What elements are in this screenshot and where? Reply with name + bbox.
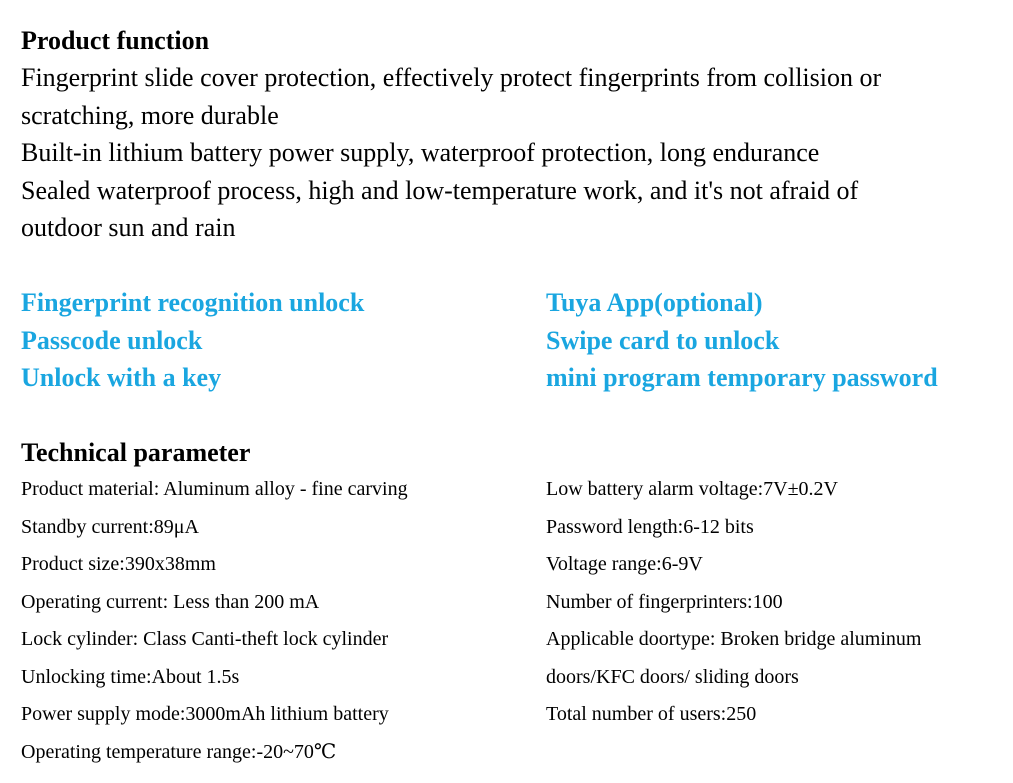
param-fingerprint-count: Number of fingerprinters:100 xyxy=(546,590,783,613)
param-standby-current: Standby current:89μA xyxy=(21,515,199,538)
param-unlocking-time: Unlocking time:About 1.5s xyxy=(21,665,240,688)
product-function-description xyxy=(21,59,996,247)
unlock-method-fingerprint: Fingerprint recognition unlock xyxy=(21,288,365,317)
param-low-battery-alarm: Low battery alarm voltage:7V±0.2V xyxy=(546,478,839,500)
description-line: scratching, more durable xyxy=(21,100,279,130)
unlock-method-mini-program: mini program temporary password xyxy=(546,363,938,392)
unlock-methods-left xyxy=(21,284,364,397)
description-line: Sealed waterproof process, high and low-temperature work, and it's not afraid of xyxy=(21,175,859,205)
param-voltage-range: Voltage range:6-9V xyxy=(546,553,703,575)
param-product-size: Product size:390x38mm xyxy=(21,553,216,575)
param-lock-cylinder: Lock cylinder: Class Canti-theft lock cylinder xyxy=(21,628,389,650)
param-total-users: Total number of users:250 xyxy=(546,703,757,725)
product-function-heading: Product function xyxy=(21,26,210,55)
param-door-type-continued: doors/KFC doors/ sliding doors xyxy=(546,665,799,688)
unlock-methods-right xyxy=(546,284,938,397)
description-line: Built-in lithium battery power supply, waterproof protection, long endurance xyxy=(21,138,820,167)
tech-params-left xyxy=(21,471,408,771)
param-product-material: Product material: Aluminum alloy - fine carving xyxy=(21,478,408,500)
unlock-method-key: Unlock with a key xyxy=(21,363,222,392)
description-line: outdoor sun and rain xyxy=(21,213,236,242)
param-power-supply: Power supply mode:3000mAh lithium battery xyxy=(21,703,389,725)
param-door-type: Applicable doortype: Broken bridge aluminum xyxy=(546,628,922,650)
param-operating-current: Operating current: Less than 200 mA xyxy=(21,590,320,613)
tech-params-right xyxy=(546,471,921,734)
unlock-method-swipe-card: Swipe card to unlock xyxy=(546,325,780,355)
param-password-length: Password length:6-12 bits xyxy=(546,515,754,538)
param-operating-temperature: Operating temperature range:-20~70℃ xyxy=(21,740,337,763)
description-line: Fingerprint slide cover protection, effectively protect fingerprints from collision or xyxy=(21,63,882,92)
unlock-method-passcode: Passcode unlock xyxy=(21,325,203,355)
unlock-method-tuya-app: Tuya App(optional) xyxy=(546,288,763,317)
technical-parameter-heading: Technical parameter xyxy=(21,438,251,467)
